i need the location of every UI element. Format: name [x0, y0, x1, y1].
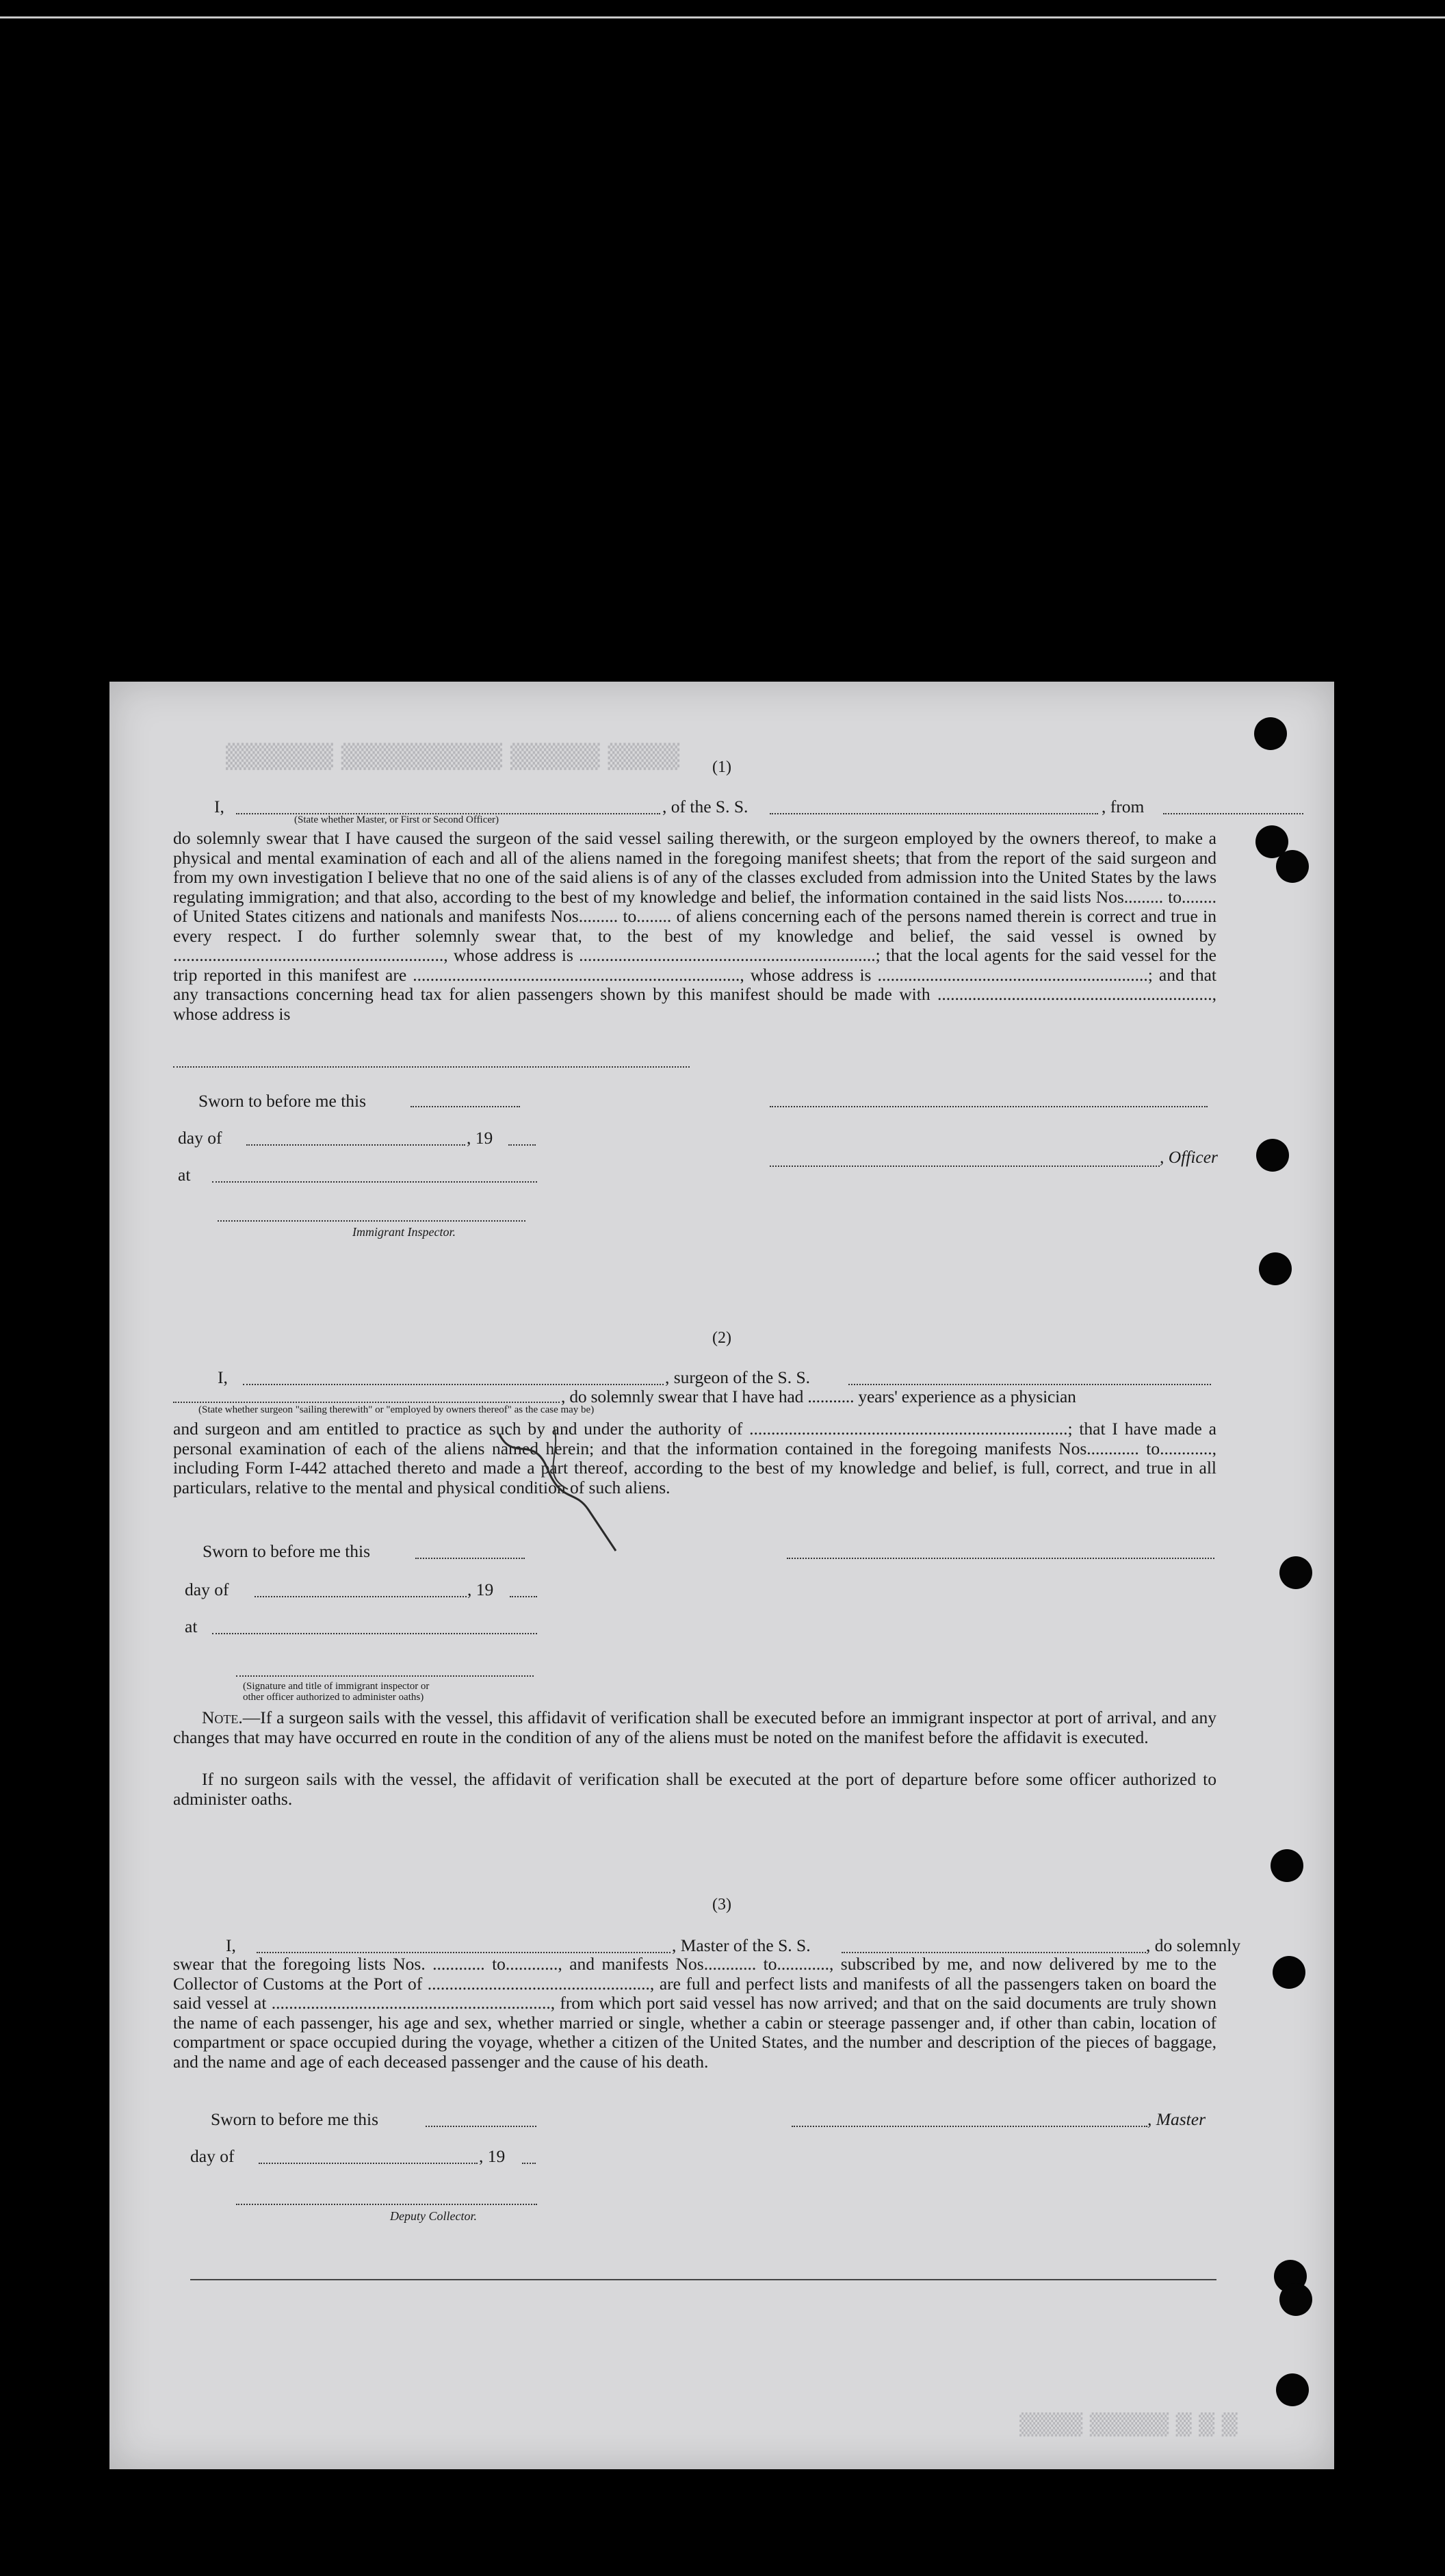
- surgeon-status-field[interactable]: [173, 1402, 560, 1403]
- section-1-officer-title-line[interactable]: [770, 1165, 1160, 1167]
- section-2-at: at: [185, 1617, 198, 1636]
- section-2-opening-i: I,: [218, 1367, 228, 1387]
- section-1-trailing-line: [173, 1066, 690, 1068]
- deputy-collector-signature-line[interactable]: [236, 2204, 537, 2205]
- section-3-vessel-field[interactable]: [842, 1952, 1146, 1953]
- section-1-day-of: day of: [178, 1128, 222, 1148]
- section-1-sworn: Sworn to before me this: [198, 1091, 367, 1111]
- section-3-number: (3): [712, 1896, 731, 1914]
- section-2-year-field[interactable]: [510, 1596, 537, 1597]
- section-3-master-of-ss: , Master of the S. S.: [672, 1935, 811, 1955]
- section-2-swear-line: , do solemnly swear that I have had ........... years' experience as a physician: [561, 1387, 1076, 1406]
- section-1-inspector-signature-line[interactable]: [218, 1220, 525, 1222]
- section-2-year: , 19: [467, 1580, 494, 1599]
- vessel-name-field[interactable]: [770, 813, 1098, 814]
- section-2-sworn-field[interactable]: [415, 1558, 525, 1559]
- section-3-master-signature-line[interactable]: [792, 2126, 1147, 2127]
- section-3-day-of: day of: [190, 2146, 235, 2166]
- section-3-sworn-field[interactable]: [426, 2126, 536, 2127]
- note-text: —If a surgeon sails with the vessel, this affidavit of verification shall be executed before an immigrant inspector at port of arrival, and any changes that may have occurred en route in the condition of any of the aliens must be noted on the manifest before the affidavit is executed.: [173, 1708, 1216, 1747]
- bleed-through-text: ▒▒▒▒ ▒▒▒▒▒ ▒▒▒▒▒▒▒▒▒ ▒▒▒▒▒▒: [226, 743, 680, 771]
- section-2-signature-line[interactable]: [787, 1558, 1214, 1559]
- section-2-vessel-field[interactable]: [848, 1384, 1211, 1385]
- section-1-officer-signature-line[interactable]: [770, 1106, 1208, 1107]
- section-2-surgeon-of-ss: , surgeon of the S. S.: [665, 1367, 811, 1387]
- punch-hole: [1271, 1849, 1303, 1882]
- top-border-line: [0, 16, 1445, 18]
- section-1-at-field[interactable]: [212, 1181, 537, 1183]
- surgeon-name-field[interactable]: [243, 1384, 664, 1385]
- section-3-do-solemnly: , do solemnly: [1146, 1935, 1241, 1955]
- master-caption: (State whether Master, or First or Second Officer): [294, 814, 499, 825]
- section-3-year: , 19: [479, 2146, 506, 2166]
- section-2-number: (2): [712, 1329, 731, 1347]
- signature-caption-line-1: (Signature and title of immigrant inspector or: [243, 1681, 430, 1692]
- section-2-day-field[interactable]: [255, 1596, 467, 1597]
- punch-hole: [1276, 2373, 1309, 2406]
- section-2-inspector-signature-line[interactable]: [236, 1675, 534, 1677]
- section-3-master-name-field[interactable]: [257, 1952, 671, 1953]
- note-label: Note.: [202, 1708, 243, 1727]
- section-3-sworn: Sworn to before me this: [211, 2109, 379, 2129]
- immigrant-inspector-label: Immigrant Inspector.: [352, 1225, 456, 1239]
- section-1-sworn-field[interactable]: [411, 1106, 520, 1107]
- section-3-opening-i: I,: [226, 1935, 236, 1955]
- section-3-year-field[interactable]: [522, 2163, 536, 2164]
- punch-hole: [1279, 2283, 1312, 2316]
- section-1-body: do solemnly swear that I have caused the surgeon of the said vessel sailing therewith, or the surgeon employed by the owners thereof, to make a physical and mental examination of each and all of the aliens named in the foregoing manifest sheets; that from the report of the said surgeon and from my own investigation I believe that no one of the said aliens is of any of the classes excluded from admission into the United States by the laws regulating immigration; and that also, according to the best of my knowledge and belief, the information contained in the said lists Nos......... to........ of United States citizens and nationals and manifests Nos......... to........ of aliens concerning each of the persons named therein is correct and true in every respect. I do further solemnly swear that, to the best of my knowledge and belief, the said vessel is owned by .............................................................., whose address is ....................................................................; that the local agents for the said vessel for the trip reported in this manifest are ..........................................................................., whose address is ..............................................................; and that any transactions concerning head tax for alien passengers shown by this manifest should be made with ..............................................................., whose address is: [173, 828, 1216, 1024]
- section-2-note-2: If no surgeon sails with the vessel, the affidavit of verification shall be executed at the port of departure before some officer authorized to administer oaths.: [173, 1769, 1216, 1809]
- section-2-at-field[interactable]: [212, 1633, 537, 1634]
- section-1-opening-i: I,: [214, 797, 224, 816]
- section-2-note: [173, 1708, 1216, 1747]
- signature-caption-line-2: other officer authorized to administer oaths): [243, 1692, 424, 1703]
- manifest-affidavit-page: [109, 682, 1334, 2469]
- section-1-from: , from: [1102, 797, 1145, 816]
- punch-hole: [1276, 850, 1309, 883]
- punch-hole: [1256, 1139, 1289, 1172]
- section-1-at: at: [178, 1165, 191, 1185]
- punch-hole: [1254, 717, 1287, 750]
- punch-hole: [1273, 1956, 1305, 1989]
- from-port-field[interactable]: [1163, 813, 1303, 814]
- section-3-body: swear that the foregoing lists Nos. ............ to............, and manifests Nos............ to............, subscribed by me, and now delivered by me to the Collector of Customs at the Port of ..................................................., are full and perfect lists and manifests of all the passengers taken on board the said vessel at ................................................................, from which port said vessel has now arrived; and that on the said documents are truly shown the name of each passenger, his age and sex, whether married or single, whether a cabin or steerage passenger and, if other than cabin, location of compartment or space occupied during the voyage, whether a citizen of the United States, and the number and description of the pieces of baggage, and the name and age of each deceased passenger and the cause of his death.: [173, 1954, 1216, 2072]
- section-2-body: and surgeon and am entitled to practice as such by and under the authority of .........................................................................; that I have made a personal examination of each of the aliens named herein; and that the information contained in the foregoing manifests Nos............ to............, including Form I-442 attached thereto and made a part thereof, according to the best of my knowledge and belief, is full, correct, and true in all particulars, relative to the mental and physical condition of such aliens.: [173, 1419, 1216, 1497]
- section-1-number: (1): [712, 758, 731, 776]
- punch-hole: [1279, 1556, 1312, 1589]
- section-2-sworn: Sworn to before me this: [203, 1541, 371, 1561]
- section-1-day-field[interactable]: [246, 1144, 465, 1146]
- section-2-day-of: day of: [185, 1580, 229, 1599]
- section-3-day-field[interactable]: [259, 2163, 478, 2164]
- deputy-collector-label: Deputy Collector.: [390, 2209, 477, 2223]
- master-label: , Master: [1147, 2109, 1206, 2129]
- bottom-rule: [190, 2279, 1216, 2280]
- section-1-of-ss: , of the S. S.: [662, 797, 748, 816]
- section-1-year: , 19: [467, 1128, 493, 1148]
- bleed-through-text: ▒ ▒ ▒ ▒▒▒▒▒ ▒▒▒▒: [1019, 2413, 1238, 2437]
- section-1-year-field[interactable]: [508, 1144, 536, 1146]
- surgeon-status-caption: (State whether surgeon "sailing therewith" or "employed by owners thereof" as the case may be): [198, 1404, 595, 1415]
- punch-hole: [1259, 1252, 1292, 1285]
- ink-scribble: [472, 1407, 650, 1558]
- officer-label: , Officer: [1160, 1147, 1218, 1167]
